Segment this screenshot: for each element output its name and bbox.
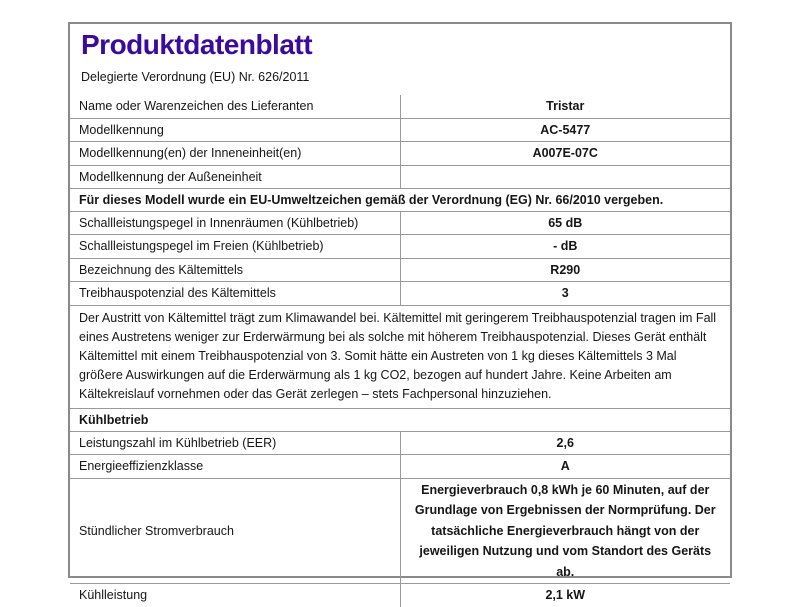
page-title: Produktdatenblatt — [81, 29, 313, 60]
table-row — [70, 455, 730, 479]
row-label: Leistungszahl im Kühlbetrieb (EER) — [70, 431, 400, 455]
row-value: 3 — [400, 282, 730, 306]
row-label: Energieeffizienzklasse — [70, 455, 400, 479]
row-label: Schallleistungspegel im Freien (Kühlbetrieb) — [70, 235, 400, 259]
row-label: Stündlicher Stromverbrauch — [70, 478, 400, 584]
table-row — [70, 282, 730, 306]
regulation-subtitle: Delegierte Verordnung (EU) Nr. 626/2011 — [81, 70, 310, 84]
row-label: Treibhauspotenzial des Kältemittels — [70, 282, 400, 306]
row-label: Modellkennung(en) der Inneneinheit(en) — [70, 142, 400, 166]
datasheet-header — [70, 24, 730, 95]
row-value: AC-5477 — [400, 118, 730, 142]
row-value: 2,1 kW — [400, 584, 730, 607]
row-label: Name oder Warenzeichen des Lieferanten — [70, 95, 400, 118]
row-value: R290 — [400, 258, 730, 282]
row-value: 65 dB — [400, 211, 730, 235]
table-row — [70, 142, 730, 166]
row-label: Kühlleistung — [70, 584, 400, 607]
row-label: Bezeichnung des Kältemittels — [70, 258, 400, 282]
row-value: 2,6 — [400, 431, 730, 455]
row-value: A — [400, 455, 730, 479]
table-row — [70, 258, 730, 282]
product-data-table — [70, 95, 730, 607]
row-label: Schallleistungspegel in Innenräumen (Kühlbetrieb) — [70, 211, 400, 235]
table-row — [70, 235, 730, 259]
table-row — [70, 165, 730, 188]
row-value: - dB — [400, 235, 730, 259]
table-row — [70, 305, 730, 408]
product-datasheet — [68, 22, 732, 603]
row-label: Modellkennung — [70, 118, 400, 142]
section-header: Kühlbetrieb — [70, 408, 730, 431]
table-row — [70, 478, 730, 584]
note-paragraph: Der Austritt von Kältemittel trägt zum Klimawandel bei. Kältemittel mit geringerem Treibhauspotenzial tragen im Fall eines Austretens weniger zur Erderwärmung bei als solche mit höherem Treibhauspotenzial. Dieses Gerät enthält Kältemittel mit einem Treibhauspotenzial von 3. Somit hätte ein Austreten von 1 kg dieses Kältemittels 3 Mal größere Auswirkungen auf die Erderwärmung als 1 kg CO2, bezogen auf hundert Jahre. Keine Arbeiten am Kältekreislauf vornehmen oder das Gerät zerlegen – stets Fachpersonal hinzuziehen. — [70, 305, 730, 408]
table-row — [70, 95, 730, 118]
row-value: Energieverbrauch 0,8 kWh je 60 Minuten, auf der Grundlage von Ergebnissen der Normprüfung. Der tatsächliche Energieverbrauch hängt von der jeweiligen Nutzung und vom Standort des Geräts ab. — [400, 478, 730, 584]
table-row — [70, 431, 730, 455]
row-value: A007E-07C — [400, 142, 730, 166]
table-row — [70, 211, 730, 235]
row-value: Tristar — [400, 95, 730, 118]
section-header: Für dieses Modell wurde ein EU-Umweltzeichen gemäß der Verordnung (EG) Nr. 66/2010 vergeben. — [70, 188, 730, 211]
row-label: Modellkennung der Außeneinheit — [70, 165, 400, 188]
table-row — [70, 188, 730, 211]
table-row — [70, 118, 730, 142]
table-row — [70, 408, 730, 431]
table-row — [70, 584, 730, 607]
product-table-body — [70, 95, 730, 607]
row-value — [400, 165, 730, 188]
